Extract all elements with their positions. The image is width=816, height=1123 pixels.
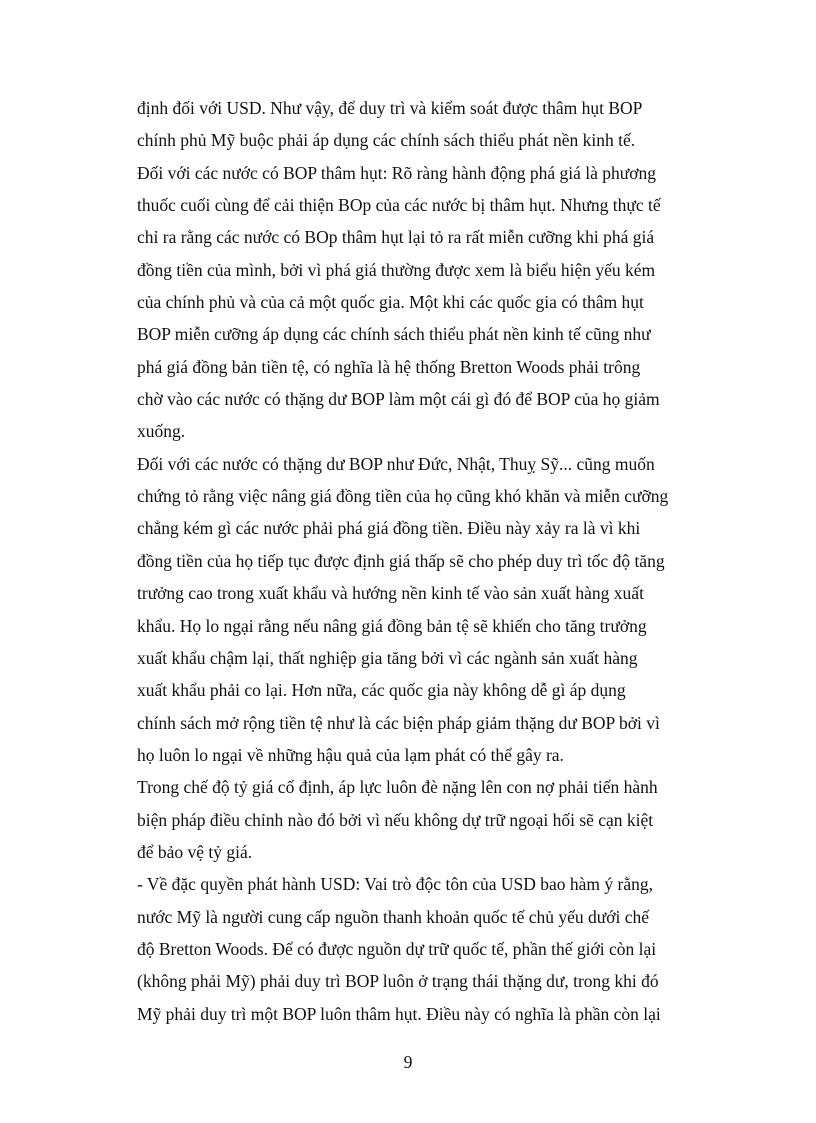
text-line: chờ vào các nước có thặng dư BOP làm một cái gì đó để BOP của họ giảm — [137, 389, 660, 410]
text-line: Đối với các nước có BOP thâm hụt: Rõ ràng hành động phá giá là phương — [137, 162, 656, 183]
text-line: BOP miễn cưỡng áp dụng các chính sách thiểu phát nền kinh tế cũng như — [137, 324, 651, 345]
text-line: chính phủ Mỹ buộc phải áp dụng các chính sách thiểu phát nền kinh tế. — [137, 130, 636, 151]
text-line: chỉ ra rằng các nước có BOp thâm hụt lại tỏ ra rất miễn cưỡng khi phá giá — [137, 227, 655, 248]
page-number: 9 — [403, 1052, 413, 1072]
text-line: biện pháp điều chỉnh nào đó bởi vì nếu không dự trữ ngoại hối sẽ cạn kiệt — [137, 809, 654, 830]
text-line: độ Bretton Woods. Để có được nguồn dự trữ quốc tế, phần thế giới còn lại — [137, 938, 657, 959]
text-line: thuốc cuối cùng để cải thiện BOp của các nước bị thâm hụt. Nhưng thực tế — [137, 195, 661, 216]
text-line: xuất khẩu phải co lại. Hơn nữa, các quốc gia này không dễ gì áp dụng — [137, 680, 626, 701]
text-line: đồng tiền của họ tiếp tục được định giá thấp sẽ cho phép duy trì tốc độ tăng — [137, 550, 665, 571]
text-line: xuất khẩu chậm lại, thất nghiệp gia tăng bởi vì các ngành sản xuất hàng — [137, 647, 638, 668]
text-line: xuống. — [137, 421, 186, 442]
body-text — [137, 92, 727, 1030]
text-line: của chính phủ và của cả một quốc gia. Một khi các quốc gia có thâm hụt — [137, 292, 644, 313]
text-line: nước Mỹ là người cung cấp nguồn thanh khoản quốc tế chủ yếu dưới chế — [137, 906, 650, 927]
text-line: khẩu. Họ lo ngại rằng nếu nâng giá đồng bản tệ sẽ khiến cho tăng trưởng — [137, 615, 647, 636]
text-line: (không phải Mỹ) phải duy trì BOP luôn ở trạng thái thặng dư, trong khi đó — [137, 971, 659, 992]
text-line: Mỹ phải duy trì một BOP luôn thâm hụt. Điều này có nghĩa là phần còn lại — [137, 1003, 661, 1024]
text-line: họ luôn lo ngại về những hậu quả của lạm phát có thể gây ra. — [137, 744, 564, 765]
text-line: để bảo vệ tỷ giá. — [137, 841, 253, 862]
text-line: định đối với USD. Như vậy, để duy trì và kiểm soát được thâm hụt BOP — [137, 98, 643, 118]
text-line: chứng tỏ rằng việc nâng giá đồng tiền của họ cũng khó khăn và miễn cưỡng — [137, 486, 669, 507]
text-line: chẳng kém gì các nước phải phá giá đồng tiền. Điều này xảy ra là vì khi — [137, 518, 641, 539]
text-line: - Về đặc quyền phát hành USD: Vai trò độc tôn của USD bao hàm ý rằng, — [137, 874, 653, 895]
text-line: chính sách mở rộng tiền tệ như là các biện pháp giảm thặng dư BOP bởi vì — [137, 712, 660, 733]
text-line: phá giá đồng bản tiền tệ, có nghĩa là hệ thống Bretton Woods phải trông — [137, 356, 641, 377]
text-line: trưởng cao trong xuất khẩu và hướng nền kinh tế vào sản xuất hàng xuất — [137, 583, 644, 604]
text-line: đồng tiền của mình, bởi vì phá giá thường được xem là biểu hiện yếu kém — [137, 259, 656, 280]
text-line: Đối với các nước có thặng dư BOP như Đức, Nhật, Thuỵ Sỹ... cũng muốn — [137, 453, 655, 474]
text-line: Trong chế độ tỷ giá cố định, áp lực luôn đè nặng lên con nợ phải tiến hành — [137, 777, 658, 798]
